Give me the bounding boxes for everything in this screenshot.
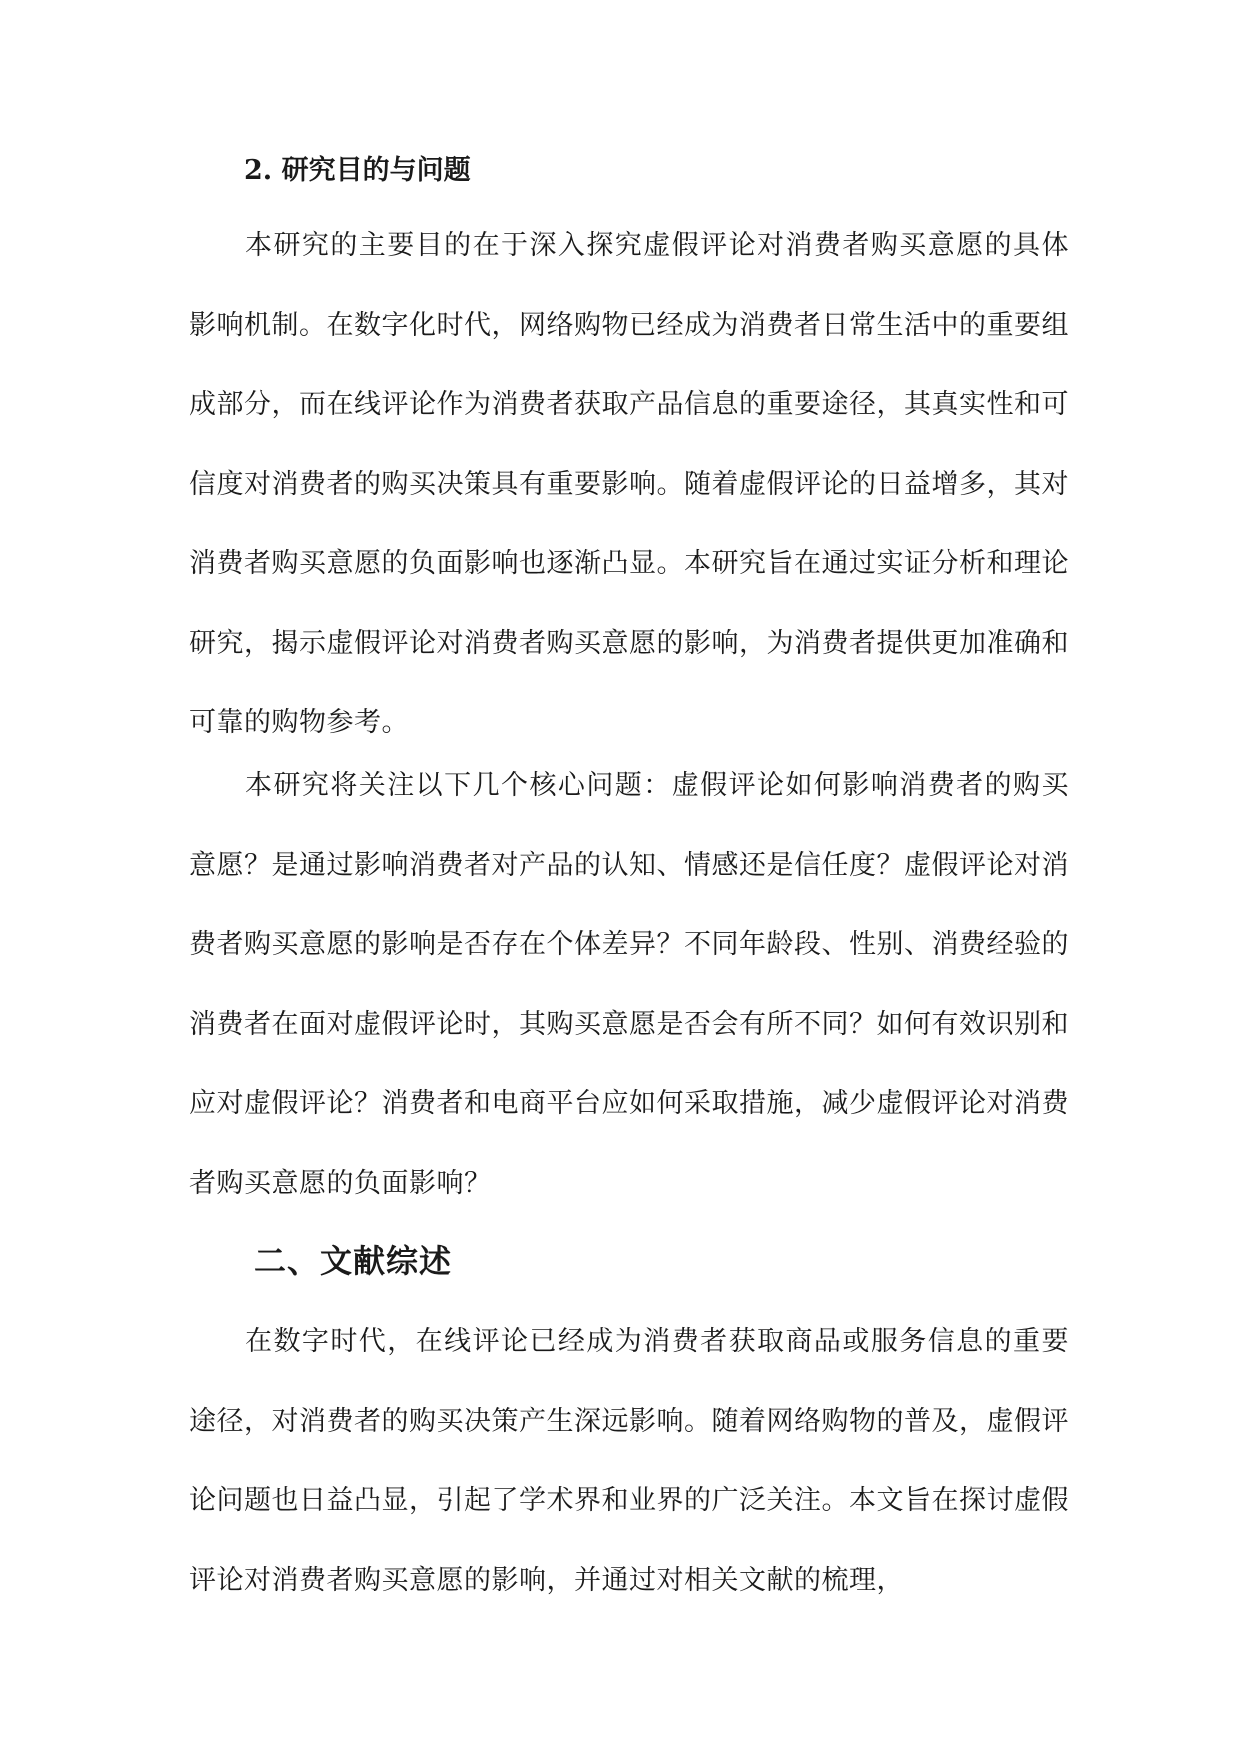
paragraph-literature-review: 在数字时代，在线评论已经成为消费者获取商品或服务信息的重要途径，对消费者的购买决策产生深远影响。随着网络购物的普及，虚假评论问题也日益凸显，引起了学术界和业界的广泛关注。本文旨在探讨虚假评论对消费者购买意愿的影响，并通过对相关文献的梳理， [189,1326,1069,1596]
paragraph-research-purpose: 本研究的主要目的在于深入探究虚假评论对消费者购买意愿的具体影响机制。在数字化时代，网络购物已经成为消费者日常生活中的重要组成部分，而在线评论作为消费者获取产品信息的重要途径，其真实性和可信度对消费者的购买决策具有重要影响。随着虚假评论的日益增多，其对消费者购买意愿的负面影响也逐渐凸显。本研究旨在通过实证分析和理论研究，揭示虚假评论对消费者购买意愿的影响，为消费者提供更加准确和可靠的购物参考。 [189,230,1069,738]
subsection-heading: 2. 研究目的与问题 [244,155,471,186]
paragraph-research-questions: 本研究将关注以下几个核心问题：虚假评论如何影响消费者的购买意愿？是通过影响消费者对产品的认知、情感还是信任度？虚假评论对消费者购买意愿的影响是否存在个体差异？不同年龄段、性别、消费经验的消费者在面对虚假评论时，其购买意愿是否会有所不同？如何有效识别和应对虚假评论？消费者和电商平台应如何采取措施，减少虚假评论对消费者购买意愿的负面影响？ [189,770,1069,1199]
section-heading: 二、文献综述 [254,1242,453,1280]
